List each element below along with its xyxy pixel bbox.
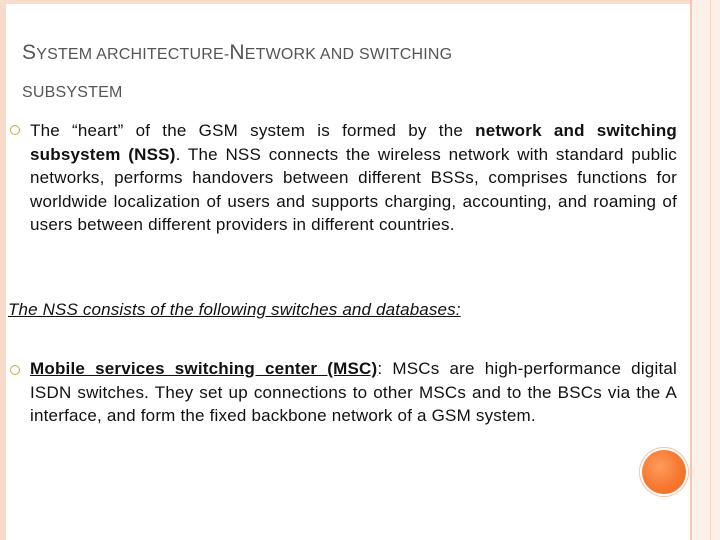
frame-top-border bbox=[0, 0, 720, 4]
slide-title-line1 bbox=[22, 34, 662, 74]
slide-title-line2: SUBSYSTEM bbox=[22, 84, 123, 101]
bullet1-text-before: The “heart” of the GSM system is formed by the bbox=[30, 121, 476, 140]
bullet1-text-after: . The NSS connects the wireless network with standard public networks, performs handovers between different BSSs, comprises functions for worldwide localization of users and supports charging, accounting, and roaming of users between different providers in different countries. bbox=[30, 144, 677, 234]
msc-text: MSCs are high-performance digital ISDN switches. They set up connections to other MSCs and to the BSCs via the A interface, and form the fixed backbone network of a GSM system. bbox=[30, 359, 677, 425]
bullet1-emphasis: network and switching subsystem (NSS) bbox=[30, 121, 677, 164]
bullet-circle-icon bbox=[10, 365, 20, 375]
frame-left-border bbox=[0, 0, 6, 540]
title-initial-s: S bbox=[22, 41, 37, 64]
frame-right-band bbox=[690, 0, 720, 540]
msc-term: Mobile services switching center (MSC) bbox=[30, 359, 378, 378]
frame-right-line bbox=[690, 0, 692, 540]
slide-title bbox=[22, 34, 662, 112]
bullet-paragraph-msc bbox=[30, 357, 677, 428]
title-initial-n: N bbox=[229, 41, 245, 64]
bullet-circle-icon bbox=[10, 125, 20, 135]
title-part2: ETWORK AND SWITCHING bbox=[244, 46, 453, 63]
frame-right-line-inner bbox=[710, 0, 711, 540]
title-part1: YSTEM ARCHITECTURE- bbox=[36, 46, 230, 63]
bullet-paragraph-nss bbox=[30, 119, 677, 237]
msc-colon: : bbox=[377, 359, 383, 378]
nss-intro-line: The NSS consists of the following switches and databases: bbox=[8, 300, 461, 319]
decorative-orange-circle bbox=[642, 450, 686, 494]
